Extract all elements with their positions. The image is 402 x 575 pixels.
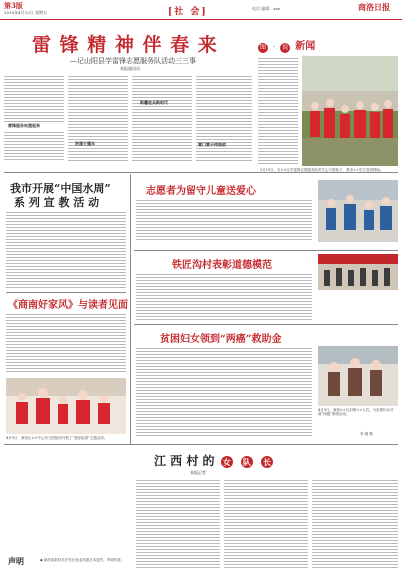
blacksmith-village-text <box>136 272 312 322</box>
lead-inner-head-3: 新疆老兵新时代 <box>140 100 168 105</box>
divider-left-column <box>130 174 131 444</box>
divider-right-2 <box>134 324 398 325</box>
news-graphic-title: 新闻 <box>295 41 316 52</box>
news-graphic-photo <box>302 56 398 166</box>
family-book-text <box>6 312 126 374</box>
women-aid-headline: 贫困妇女领到“两癌”救助金 <box>160 334 282 345</box>
newspaper-logo: 商洛日报 <box>358 2 390 12</box>
news-graphic-text <box>258 56 298 166</box>
divider-left-1 <box>6 292 126 293</box>
news-graphic-header: 图 · 说 新闻 <box>259 41 316 52</box>
lead-text-col-1 <box>4 74 64 122</box>
feature-char-2: 队 <box>242 457 251 467</box>
feature-byline: 本报记者 <box>190 470 206 475</box>
lead-inner-head-4: 雷门雷子传统故 <box>198 142 226 147</box>
blacksmith-photo <box>318 254 398 290</box>
women-aid-caption: 4月9日，商洛××区妇联××人员，为贫困妇女开展“两癌”筛查活动。 <box>318 408 394 416</box>
women-aid-photo <box>318 346 398 406</box>
women-aid-text <box>136 346 312 436</box>
feature-headline-prefix: 江 西 村 的 <box>154 454 215 468</box>
header-rule <box>0 19 402 20</box>
feature-headline <box>154 452 275 469</box>
feature-text-col-3 <box>312 478 398 568</box>
divider-bottom <box>4 444 398 445</box>
masthead <box>0 0 402 20</box>
lead-text-col-3 <box>132 74 192 162</box>
header-meta: 电话 编辑：xxx <box>252 6 281 11</box>
statement-title: 声明 <box>8 556 24 566</box>
feature-char-3: 长 <box>263 457 272 467</box>
lead-text-col-1b <box>4 130 64 162</box>
lead-text-col-4 <box>196 74 252 162</box>
lead-inner-head-1: 雷锋服务站建起来 <box>8 123 40 128</box>
lead-byline: 本报通讯员 <box>120 66 140 71</box>
news-graphic-char-2: 说 <box>282 44 289 51</box>
feature-char-1: 女 <box>222 457 231 467</box>
lead-headline: 雷 锋 精 神 伴 春 来 <box>32 34 218 56</box>
water-week-text <box>6 210 126 290</box>
family-book-headline: 《商南好家风》与读者见面 <box>8 300 128 311</box>
news-graphic-caption: 2月19日，在××区学雷锋志愿服务队的关心与资助下，我市××学生受到帮助。 <box>260 168 384 172</box>
section-title: [社 会] <box>168 7 208 17</box>
kindergarten-photo <box>6 378 126 434</box>
divider-right-1 <box>134 250 398 251</box>
feature-text-col-2 <box>224 478 308 568</box>
lead-subheadline: —记山阳县学雷锋志愿服务队活动三三事 <box>70 57 196 65</box>
volunteer-headline: 志愿者为留守儿童送爱心 <box>146 186 256 197</box>
feature-text-col-1 <box>136 478 220 568</box>
water-week-headline-2: 系 列 宣 教 活 动 <box>14 196 100 209</box>
volunteer-photo <box>318 180 398 242</box>
photo-byline: 李 刚 摄 <box>360 432 373 436</box>
kindergarten-caption: 4月9日，商洛区××中心幼儿园组织开展了“我爱祖国”主题活动。 <box>6 436 108 440</box>
lead-text-col-2 <box>68 74 128 162</box>
blacksmith-village-headline: 铁匠沟村表彰道德模范 <box>172 260 272 271</box>
volunteer-text <box>136 198 312 240</box>
statement-text: ◆ 商洛高新技术开发区营业执照正本遗失，声明作废。 <box>40 558 125 562</box>
divider-top <box>4 172 398 173</box>
lead-inner-head-2: 洗澡大篷车 <box>75 141 95 146</box>
issue-date: 2019年4月12日 星期五 <box>4 10 48 15</box>
news-graphic-char-1: 图 <box>259 44 266 51</box>
page-number: 第3版 <box>4 1 23 10</box>
water-week-headline-1: 我市开展“中国水周” <box>10 182 111 195</box>
